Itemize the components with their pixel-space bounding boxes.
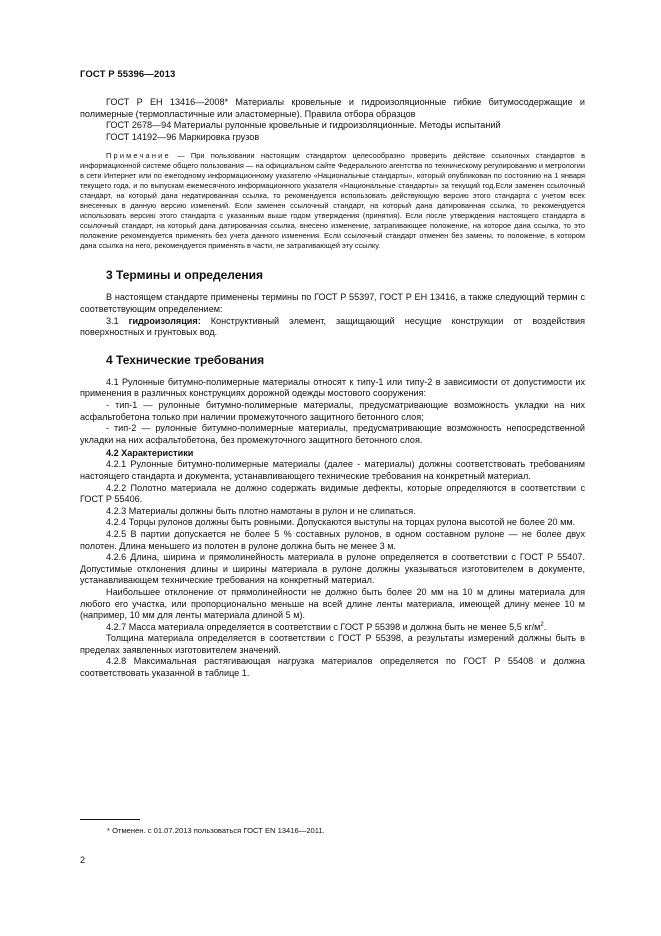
note-paragraph bbox=[80, 151, 585, 250]
paragraph bbox=[80, 622, 585, 634]
normative-reference: ГОСТ Р ЕН 13416—2008* Материалы кровельные и гидроизоляционные гибкие битумосодержащие и полимерные (термопластичные или эластомерные). Правила отбора образцов bbox=[80, 97, 585, 119]
list-item: - тип-2 — рулонные битумно-полимерные материалы, предусматривающие возможность непосредственной укладки на них асфальтобетона, без промежуточного защитного бетонного слоя. bbox=[80, 423, 585, 445]
list-item: - тип-1 — рулонные битумно-полимерные материалы, предусматривающие возможность укладки на них асфальтобетона только при наличии промежуточного защитного бетонного слоя; bbox=[80, 400, 585, 422]
paragraph: 4.2.5 В партии допускается не более 5 % составных рулонов, в одном составном рулоне — не более двух полотен. Длина меньшего из полотен в рулоне должна быть не менее 3 м. bbox=[80, 528, 585, 551]
term-name: гидроизоляция: bbox=[128, 315, 201, 326]
paragraph: Наибольшее отклонение от прямолинейности не должно быть более 20 мм на 10 м длины материала для любого его участка, или пропорционально меньше на всей длине ленты материала, имеющей длину менее 10 м (например, 10 мм для ленты материала длиной 5 м). bbox=[80, 586, 585, 621]
note-label: Примечание bbox=[106, 151, 171, 161]
footnote: * Отменен. с 01.07.2013 пользоваться ГОСТ EN 13416—2011. bbox=[107, 826, 325, 835]
footnote-separator bbox=[80, 819, 140, 820]
paragraph: 4.2.3 Материалы должны быть плотно намотаны в рулон и не слипаться. bbox=[106, 505, 416, 516]
superscript: 2 bbox=[540, 621, 544, 628]
page-content bbox=[80, 97, 585, 680]
section-3-heading-wrap bbox=[80, 268, 585, 282]
paragraph: 4.2.6 Длина, ширина и прямолинейность материала в рулоне определяется в соответствии с ГОСТ Р 55407. Допустимые отклонения длины и ширины материала в рулоне должны указываться изготовителем в документе, устанавливающем технические требования на конкретный материал. bbox=[80, 552, 585, 586]
paragraph: 4.2.8 Максимальная растягивающая нагрузка материалов определяется по ГОСТ Р 55408 и должна соответствовать указанной в таблице 1. bbox=[80, 656, 585, 679]
term-definition bbox=[80, 316, 585, 339]
section-3-heading: 3 Термины и определения bbox=[106, 268, 264, 283]
section-4-heading-wrap bbox=[80, 353, 585, 367]
page-number: 2 bbox=[80, 855, 86, 865]
paragraph-text: 4.2.7 Масса материала определяется в соответствии с ГОСТ Р 55398 и должна быть не менее 5,5 кг/м bbox=[106, 621, 541, 632]
note-text: — При пользовании настоящим стандартом целесообразно проверить действие ссылочных стандартов в информационной системе общего пользования — на официальном сайте Федерального агентства по техническому регулированию и метрологии в сети Интернет или по ежегодному информационному указателю «Национальные стандарты», который опубликован по состоянию на 1 января текущего года, и по выпускам ежемесячного информационного указателя «Национальные стандарты» за текущий год.Если заменен ссылочный стандарт, на который дана недатированная ссылка, то рекомендуется использовать действующую версию этого стандарта с учетом всех внесенных в данную версию изменений. Если заменен ссылочный стандарт, на который дана датированная ссылка, то рекомендуется использовать версию этого стандарта с указанным выше годом утверждения (принятия). Если после утверждения настоящего стандарта в ссылочный стандарт, на который дана датированная ссылка, внесено изменение, затрагивающее положение, на которое дана ссылка, то это положение рекомендуется применять без учета данного изменения. Если ссылочный стандарт отменен без замены, то положение, в котором дана ссылка на него, рекомендуется применять в части, не затрагивающей эту ссылку. bbox=[80, 151, 585, 250]
subsection-heading: 4.2 Характеристики bbox=[106, 448, 194, 459]
paragraph: 4.2.2 Полотно материала не должно содержать видимые дефекты, которые определяются в соответствии с ГОСТ Р 55406. bbox=[80, 482, 585, 505]
term-text: Конструктивный элемент, защищающий несущие конструкции от воздействия поверхностных и грунтовых вод. bbox=[80, 315, 585, 338]
paragraph: В настоящем стандарте применены термины по ГОСТ Р 55397, ГОСТ Р ЕН 13416, а также следующий термин с соответствующим определением: bbox=[80, 292, 585, 315]
paragraph-end: . bbox=[543, 621, 547, 632]
normative-reference: ГОСТ 14192—96 Маркировка грузов bbox=[106, 131, 260, 142]
paragraph: 4.2.1 Рулонные битумно-полимерные материалы (далее - материалы) должны соответствовать требованиям настоящего стандарта и документа, устанавливающего технические требования на конкретный материал. bbox=[80, 459, 585, 481]
document-header: ГОСТ Р 55396—2013 bbox=[80, 69, 176, 80]
paragraph: 4.2.4 Торцы рулонов должны быть ровными. Допускаются выступы на торцах рулона высотой не более 20 мм. bbox=[106, 517, 576, 528]
normative-reference: ГОСТ 2678—94 Материалы рулонные кровельные и гидроизоляционные. Методы испытаний bbox=[106, 120, 501, 131]
term-number: 3.1 bbox=[106, 315, 129, 326]
paragraph: 4.1 Рулонные битумно-полимерные материалы относят к типу-1 или типу-2 в зависимости от допустимости их применения в различных конструкциях дорожной одежды мостового сооружения: bbox=[80, 376, 585, 399]
paragraph: Толщина материала определяется в соответствии с ГОСТ Р 55398, а результаты измерений должны быть в пределах заявленных изготовителем значений. bbox=[80, 633, 585, 655]
section-4-heading: 4 Технические требования bbox=[106, 352, 265, 367]
